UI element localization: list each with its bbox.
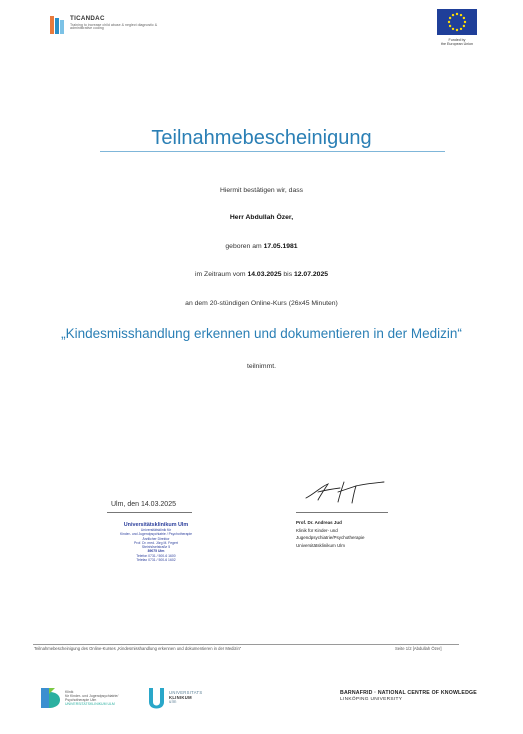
ticandac-name: TICANDAC [70,15,105,22]
period-start: 14.03.2025 [247,271,282,278]
eu-caption-line1: Funded by [448,38,466,42]
participant-name: Herr Abdullah Özer, [229,214,294,221]
kjp-logo-mark-icon [39,686,61,710]
stamp-line: Prof. Dr. med. Jörg M. Fegert [134,540,178,545]
place-date: Ulm, den 14.03.2025 [111,501,176,508]
stamp-line: Kinder- und Jugendpsychiatrie / Psychotherapie [120,532,192,537]
signer-line1: Klinik für Kinder- und [296,527,338,533]
institution-stamp [113,522,199,562]
eu-flag-icon [437,9,477,35]
kjp-line2: für Kinder- und Jugendpsychiatrie/ [65,693,119,698]
uniklinik-ulm-logo [148,687,202,709]
footer-rule [33,644,459,645]
course-title: „Kindesmisshandlung erkennen und dokumentieren in der Medizin“ [61,326,462,341]
signature-rule [296,512,388,513]
signer-line2: Jugendpsychiatrie/Psychotherapie [296,535,365,541]
intro-text: Hiermit bestätigen wir, dass [219,187,304,194]
ticandac-logo-mark [50,16,64,34]
uulm-line1: UNIVERSITATS [169,689,203,695]
uniklinik-u-icon [148,687,165,709]
birth-prefix: geboren am [225,243,264,250]
signer-name: Prof. Dr. Andreas Jud [296,520,342,525]
closing-text: teilnimmt. [246,363,277,370]
birth-line [0,243,523,250]
course-intro: an dem 20-stündigen Online-Kurs (26x45 Minuten) [185,300,338,307]
barnafrid-line1: BARNAFRID · NATIONAL CENTRE OF KNOWLEDGE [340,690,477,696]
signer-block [296,519,365,550]
stamp-head: Universitätsklinikum Ulm [123,522,189,528]
eu-caption-line2: the European Union [441,42,473,47]
ticandac-logo [50,16,165,34]
stamp-line: Telefon 0731 / 500-6 1600 [136,553,176,558]
barnafrid-line2: LINKÖPING UNIVERSITY [340,696,403,702]
period-end: 12.07.2025 [293,271,329,278]
footer-page-number: Seite 1/2 [Abdullah Özer] [395,646,442,651]
birth-date: 17.05.1981 [263,243,298,250]
ticandac-tagline: Training to increase child abuse & neglect diagnostic & administrative coding [70,22,158,31]
uulm-line2: KLINIKUM [169,694,192,700]
stamp-line: 89075 Ulm [147,549,165,554]
kjp-url: UNIVERSITATSKLINIKUM ULM [65,702,115,707]
period-line [0,271,523,278]
stamp-line: Telefax 0731 / 500-6 1602 [136,557,176,562]
certificate-title: Teilnahmebescheinigung [151,127,372,149]
stamp-line: Ärztlicher Direktor [142,536,170,541]
handwritten-signature [304,476,390,506]
kjp-line3: Psychotherapie Ulm [65,698,97,702]
kjp-ulm-logo [39,686,118,710]
stamp-line: Steinhövelstraße 5 [141,545,171,549]
title-underline [100,151,445,152]
period-mid: bis [281,271,294,278]
place-date-rule [107,512,192,513]
footer-course-note: Teilnahmebescheinigung des Online-Kurses „Kindesmisshandlung erkennen und dokumentieren in der Medizin“ [34,646,242,651]
uulm-line3: ulm [169,699,177,705]
kjp-line1: Klinik [65,689,74,694]
signer-line3: Universitätsklinikum Ulm [296,542,346,548]
period-prefix: im Zeitraum vom [194,271,248,278]
barnafrid-logo [340,690,477,703]
stamp-line: Universitätsklinik für [140,528,172,532]
eu-funding-logo [437,9,477,46]
